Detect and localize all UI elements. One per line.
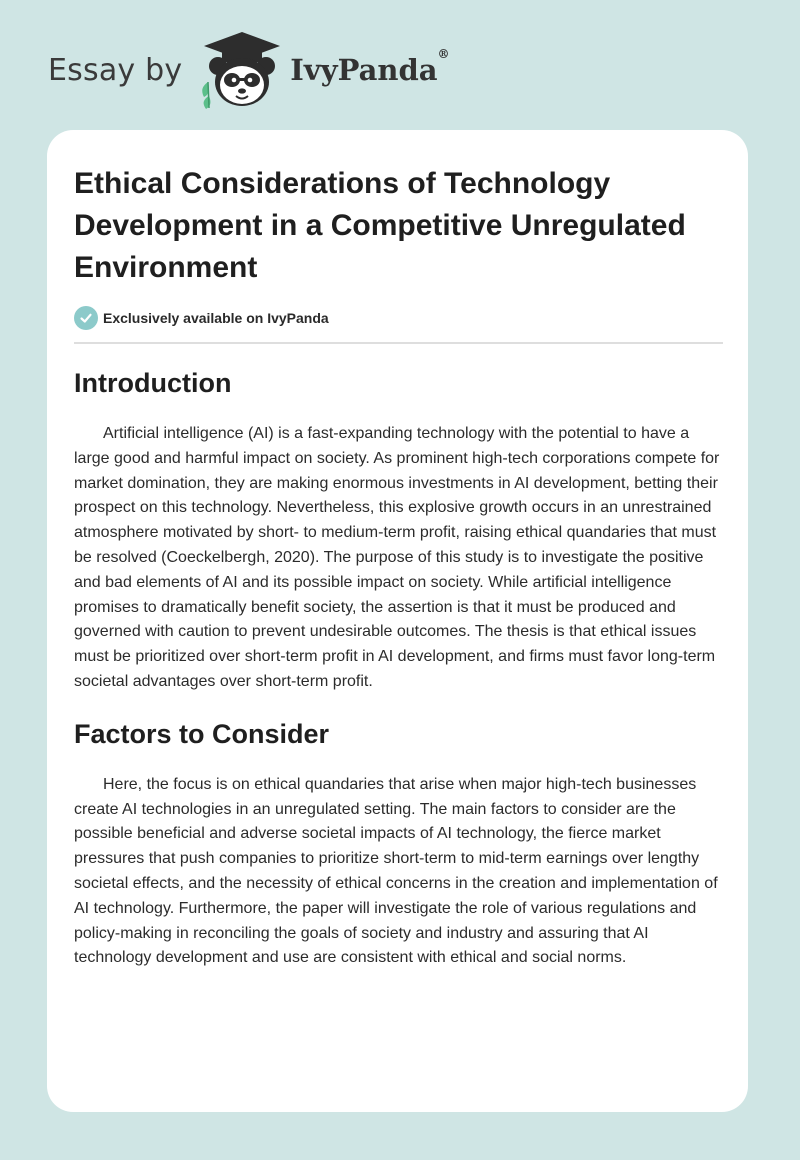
section-body-introduction: Artificial intelligence (AI) is a fast-expanding technology with the potential to have a large good and harmful impact on society. As prominent high-tech corporations compete for market domination, they are making enormous investments in AI development, betting their prospect on this technology. Nevertheless, this explosive growth occurs in an unrestrained atmosphere motivated by short- to medium-term profit, raising ethical quandaries that must be resolved (Coeckelbergh, 2020). The purpose of this study is to investigate the positive and bad elements of AI and its possible impact on society. While artificial intelligence promises to dramatically benefit society, the assertion is that it must be produced and governed with caution to prevent undesirable outcomes. The thesis is that ethical issues must be prioritized over short-term profit in AI development, and firms must favor long-term societal advantages over short-term profit. <box>74 425 720 690</box>
checkmark-icon <box>74 306 98 330</box>
exclusive-badge-label: Exclusively available on IvyPanda <box>103 310 329 326</box>
title-divider <box>74 342 723 344</box>
section-body-factors: Here, the focus is on ethical quandaries that arise when major high-tech businesses create AI technologies in an unregulated setting. The main factors to consider are the possible beneficial and adverse societal impacts of AI technology, the fierce market pressures that push companies to prioritize short-term to mid-term earnings over lengthy societal effects, and the necessity of ethical concerns in the creation and implementation of AI technology. Furthermore, the paper will investigate the role of various regulations and policy-making in reconciling the goals of society and industry and assuring that AI technology development and use are consistent with ethical and social norms. <box>74 775 718 967</box>
panda-logo-icon[interactable] <box>196 30 288 110</box>
site-header <box>48 30 450 110</box>
essay-card <box>47 130 748 1112</box>
brand-name-text: IvyPanda <box>290 53 438 87</box>
essay-content <box>74 163 723 971</box>
essay-by-label: Essay by <box>48 52 183 88</box>
section-heading-introduction: Introduction <box>74 368 232 398</box>
exclusive-badge <box>74 305 723 331</box>
essay-title: Ethical Considerations of Technology Development in a Competitive Unregulated Environment <box>74 167 686 284</box>
section-heading-factors: Factors to Consider <box>74 718 330 749</box>
brand-name[interactable] <box>290 47 450 87</box>
registered-mark: ® <box>437 47 450 61</box>
